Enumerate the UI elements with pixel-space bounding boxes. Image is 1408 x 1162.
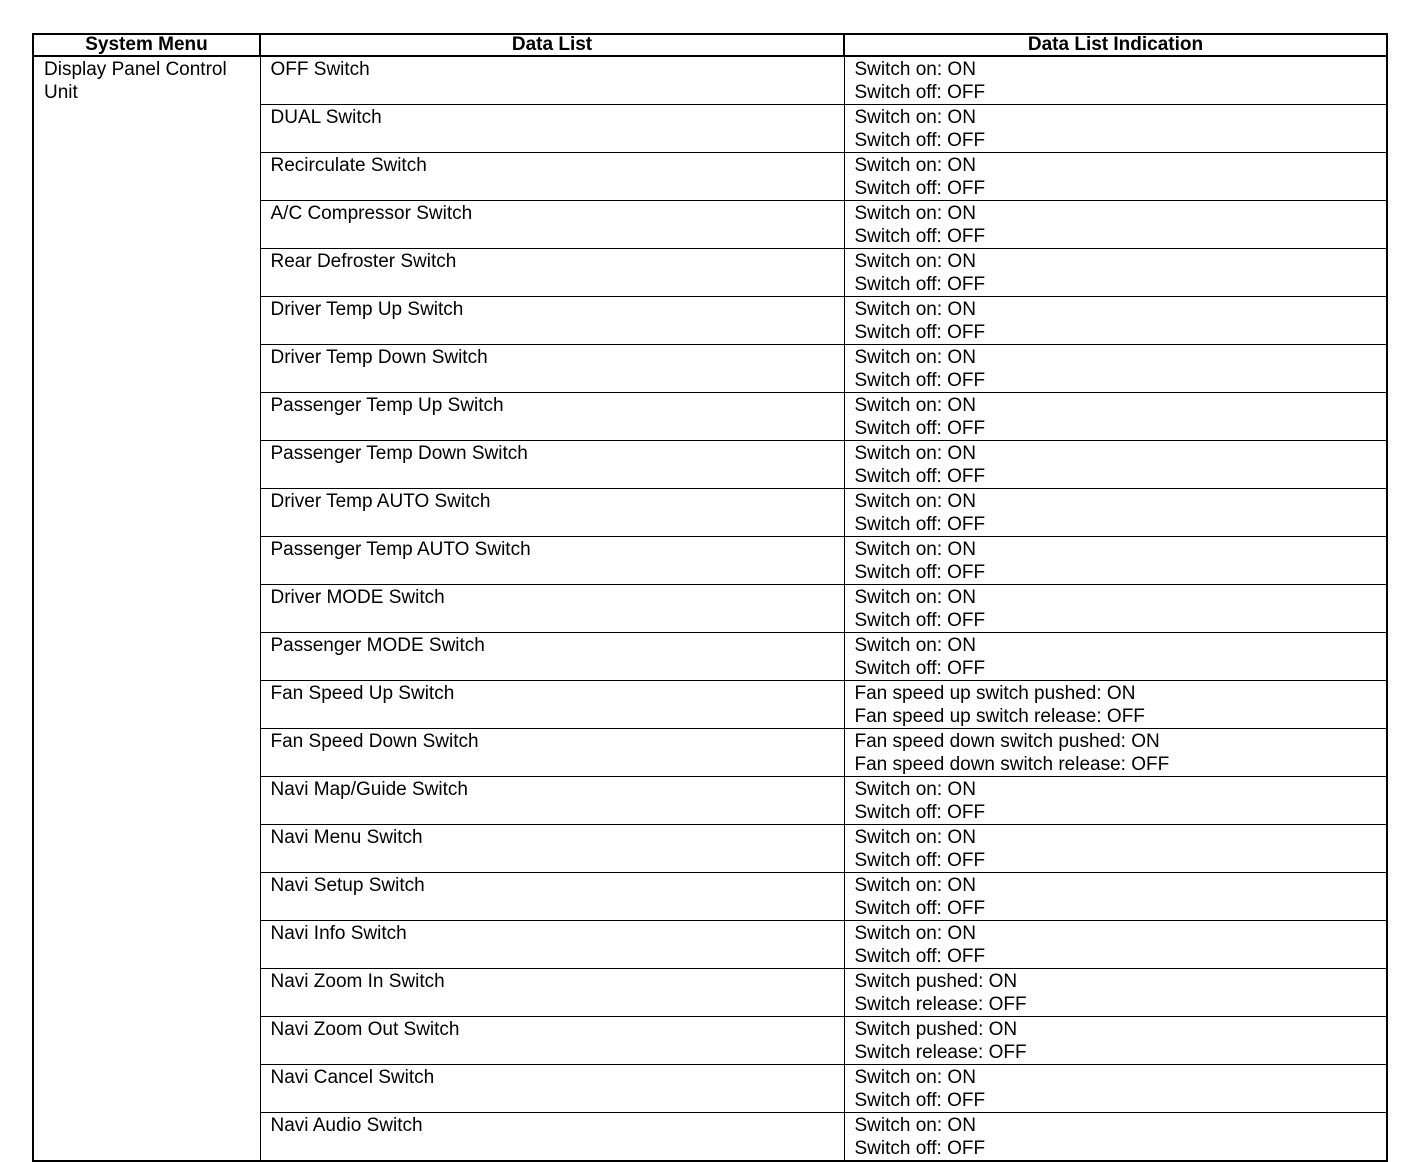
indication-on: Switch on: ON <box>854 875 976 896</box>
header-indication: Data List Indication <box>844 34 1387 56</box>
system-menu-cell: Display Panel Control Unit <box>33 56 260 1161</box>
table-body <box>33 56 1387 1161</box>
indication-on: Switch on: ON <box>854 443 976 464</box>
indication-cell <box>844 681 1387 729</box>
indication-on: Fan speed down switch pushed: ON <box>854 731 1160 752</box>
indication-on: Switch on: ON <box>854 1067 976 1088</box>
indication-off: Switch off: OFF <box>854 274 986 295</box>
indication-cell <box>844 297 1387 345</box>
indication-off: Switch release: OFF <box>854 994 1027 1015</box>
data-list-item: Driver Temp Down Switch <box>260 345 844 393</box>
data-list-item: OFF Switch <box>260 56 844 105</box>
indication-on: Switch on: ON <box>854 251 976 272</box>
indication-cell <box>844 969 1387 1017</box>
indication-cell <box>844 345 1387 393</box>
indication-on: Switch on: ON <box>854 299 976 320</box>
indication-off: Switch off: OFF <box>854 130 986 151</box>
data-list-item: Navi Zoom Out Switch <box>260 1017 844 1065</box>
indication-off: Switch off: OFF <box>854 1090 986 1111</box>
indication-cell <box>844 1065 1387 1113</box>
data-list-item: Rear Defroster Switch <box>260 249 844 297</box>
indication-cell <box>844 921 1387 969</box>
data-list-item: Navi Zoom In Switch <box>260 969 844 1017</box>
data-list-item: Navi Audio Switch <box>260 1113 844 1162</box>
indication-on: Switch on: ON <box>854 395 976 416</box>
indication-off: Switch off: OFF <box>854 946 986 967</box>
data-list-item: A/C Compressor Switch <box>260 201 844 249</box>
indication-off: Switch off: OFF <box>854 850 986 871</box>
indication-on: Switch pushed: ON <box>854 971 1018 992</box>
indication-on: Switch on: ON <box>854 539 976 560</box>
data-list-item: Recirculate Switch <box>260 153 844 201</box>
indication-on: Switch on: ON <box>854 635 976 656</box>
data-list-item: Navi Map/Guide Switch <box>260 777 844 825</box>
indication-off: Switch off: OFF <box>854 514 986 535</box>
indication-on: Switch on: ON <box>854 827 976 848</box>
indication-cell <box>844 153 1387 201</box>
data-list-item: Navi Cancel Switch <box>260 1065 844 1113</box>
data-list-item: DUAL Switch <box>260 105 844 153</box>
header-row <box>33 34 1387 56</box>
indication-cell <box>844 201 1387 249</box>
data-list-item: Passenger Temp AUTO Switch <box>260 537 844 585</box>
indication-cell <box>844 249 1387 297</box>
indication-off: Fan speed up switch release: OFF <box>854 706 1145 727</box>
indication-cell <box>844 777 1387 825</box>
indication-on: Switch on: ON <box>854 779 976 800</box>
data-list-item: Navi Menu Switch <box>260 825 844 873</box>
data-list-item: Passenger Temp Up Switch <box>260 393 844 441</box>
indication-off: Switch off: OFF <box>854 178 986 199</box>
indication-off: Switch off: OFF <box>854 1138 986 1159</box>
indication-off: Switch off: OFF <box>854 226 986 247</box>
indication-off: Switch off: OFF <box>854 82 986 103</box>
indication-on: Switch on: ON <box>854 59 976 80</box>
indication-off: Switch release: OFF <box>854 1042 1027 1063</box>
indication-on: Switch on: ON <box>854 1115 976 1136</box>
indication-off: Switch off: OFF <box>854 562 986 583</box>
indication-off: Switch off: OFF <box>854 898 986 919</box>
indication-on: Switch pushed: ON <box>854 1019 1018 1040</box>
indication-on: Switch on: ON <box>854 347 976 368</box>
indication-on: Switch on: ON <box>854 923 976 944</box>
data-list-item: Driver Temp AUTO Switch <box>260 489 844 537</box>
indication-on: Switch on: ON <box>854 155 976 176</box>
data-list-item: Passenger Temp Down Switch <box>260 441 844 489</box>
indication-cell <box>844 56 1387 105</box>
indication-off: Fan speed down switch release: OFF <box>854 754 1170 775</box>
indication-cell <box>844 729 1387 777</box>
data-list-item: Passenger MODE Switch <box>260 633 844 681</box>
indication-cell <box>844 585 1387 633</box>
data-list-item: Navi Setup Switch <box>260 873 844 921</box>
indication-cell <box>844 825 1387 873</box>
data-list-item: Navi Info Switch <box>260 921 844 969</box>
header-data-list: Data List <box>260 34 844 56</box>
indication-off: Switch off: OFF <box>854 610 986 631</box>
indication-cell <box>844 873 1387 921</box>
indication-cell <box>844 537 1387 585</box>
header-system-menu: System Menu <box>33 34 260 56</box>
indication-off: Switch off: OFF <box>854 322 986 343</box>
indication-off: Switch off: OFF <box>854 418 986 439</box>
data-list-item: Driver MODE Switch <box>260 585 844 633</box>
indication-cell <box>844 489 1387 537</box>
data-list-item: Driver Temp Up Switch <box>260 297 844 345</box>
indication-cell <box>844 441 1387 489</box>
data-list-table <box>32 33 1388 1162</box>
data-list-item: Fan Speed Down Switch <box>260 729 844 777</box>
indication-off: Switch off: OFF <box>854 802 986 823</box>
indication-off: Switch off: OFF <box>854 658 986 679</box>
indication-cell <box>844 1017 1387 1065</box>
indication-on: Fan speed up switch pushed: ON <box>854 683 1136 704</box>
data-list-item: Fan Speed Up Switch <box>260 681 844 729</box>
indication-cell <box>844 105 1387 153</box>
indication-on: Switch on: ON <box>854 587 976 608</box>
indication-on: Switch on: ON <box>854 203 976 224</box>
indication-on: Switch on: ON <box>854 491 976 512</box>
indication-cell <box>844 393 1387 441</box>
indication-off: Switch off: OFF <box>854 370 986 391</box>
indication-off: Switch off: OFF <box>854 466 986 487</box>
indication-cell <box>844 633 1387 681</box>
table-row <box>33 56 1387 105</box>
indication-on: Switch on: ON <box>854 107 976 128</box>
